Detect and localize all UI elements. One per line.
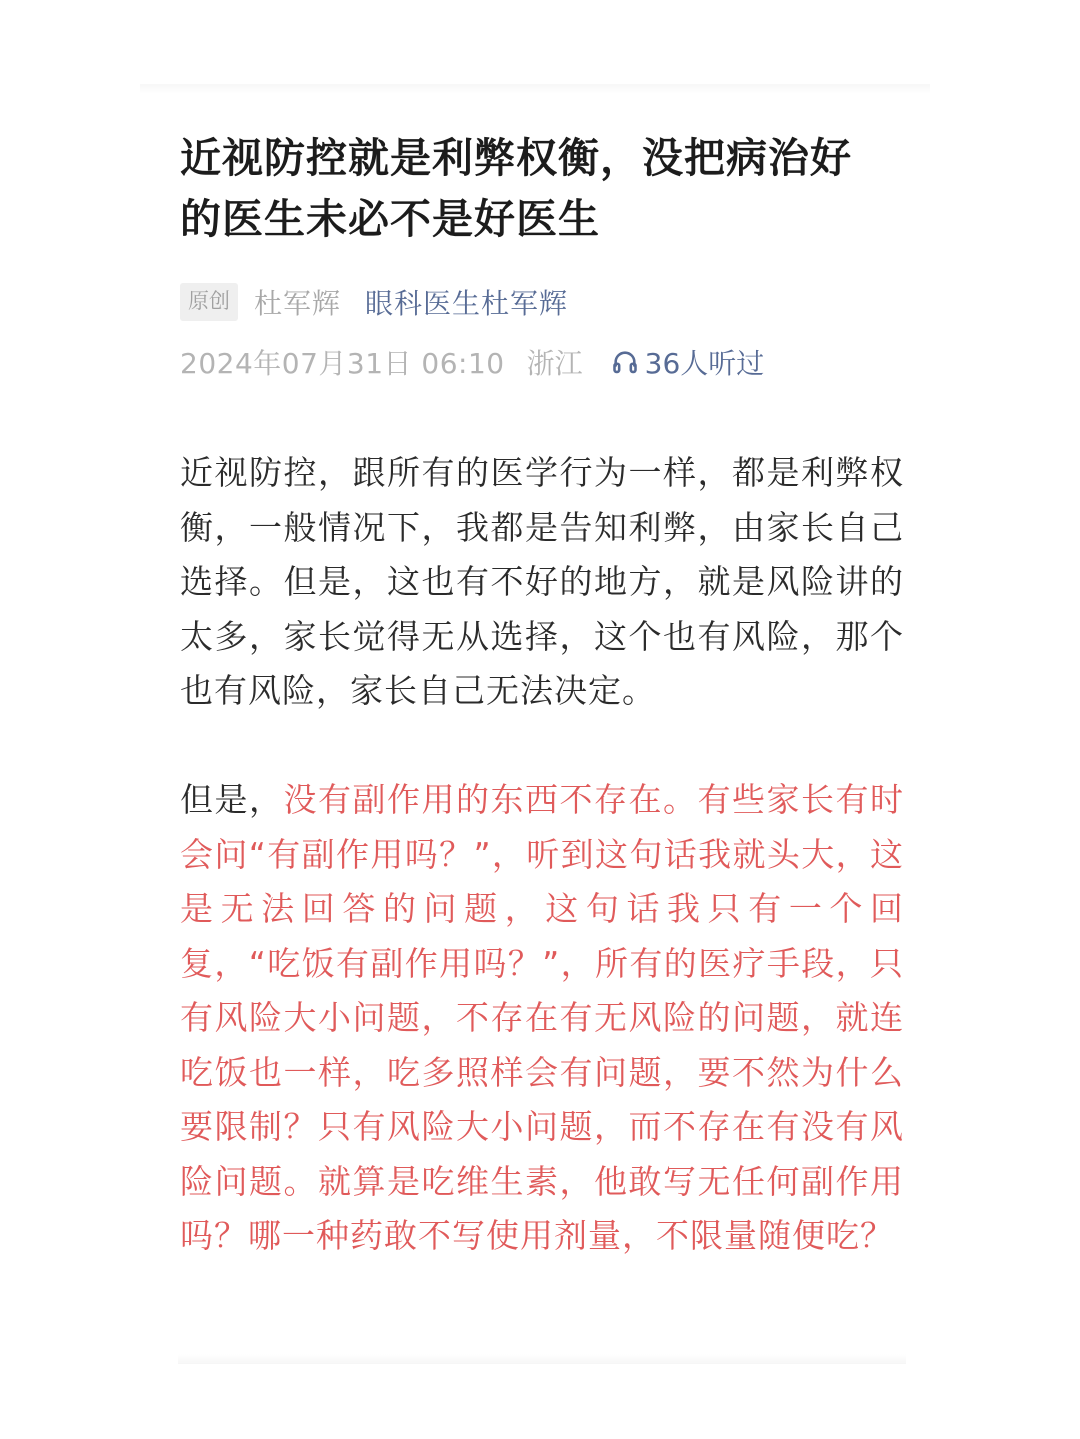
listen-count-button[interactable] [611, 342, 765, 382]
paragraph-2-highlight: 没有副作用的东西不存在。有些家长有时会问“有副作用吗？”，听到这句话我就头大，这是无法回答的问题，这句话我只有一个回复，“吃饭有副作用吗？”，所有的医疗手段，只有风险大小问题，不存在有无风险的问题，就连吃饭也一样，吃多照样会有问题，要不然为什么要限制？只有风险大小问题，而不存在有没有风险问题。就算是吃维生素，他敢写无任何副作用吗？哪一种药敢不写使用剂量，不限量随便吃？ [180, 780, 904, 1255]
listen-count: 36人听过 [644, 347, 765, 380]
publish-date: 2024年07月31日 06:10 [180, 347, 505, 380]
article-publish-info [180, 342, 764, 382]
account-name-link[interactable]: 眼科医生杜军辉 [365, 287, 569, 320]
original-badge: 原创 [180, 283, 238, 321]
paragraph-2-lead: 但是， [180, 780, 284, 819]
article-title: 近视防控就是利弊权衡，没把病治好的医生未必不是好医生 [180, 134, 852, 243]
article-paragraph-2 [180, 773, 904, 1264]
page-bottom-divider [178, 1354, 906, 1364]
article-meta [180, 282, 568, 322]
article [180, 128, 904, 1255]
publish-region: 浙江 [526, 347, 583, 380]
headphones-icon [611, 348, 639, 376]
author-name: 杜军辉 [254, 287, 342, 320]
article-paragraph-1: 近视防控，跟所有的医学行为一样，都是利弊权衡，一般情况下，我都是告知利弊，由家长自己选择。但是，这也有不好的地方，就是风险讲的太多，家长觉得无从选择，这个也有风险，那个也有风险，家长自己无法决定。 [180, 453, 904, 710]
page-top-divider [140, 84, 930, 94]
